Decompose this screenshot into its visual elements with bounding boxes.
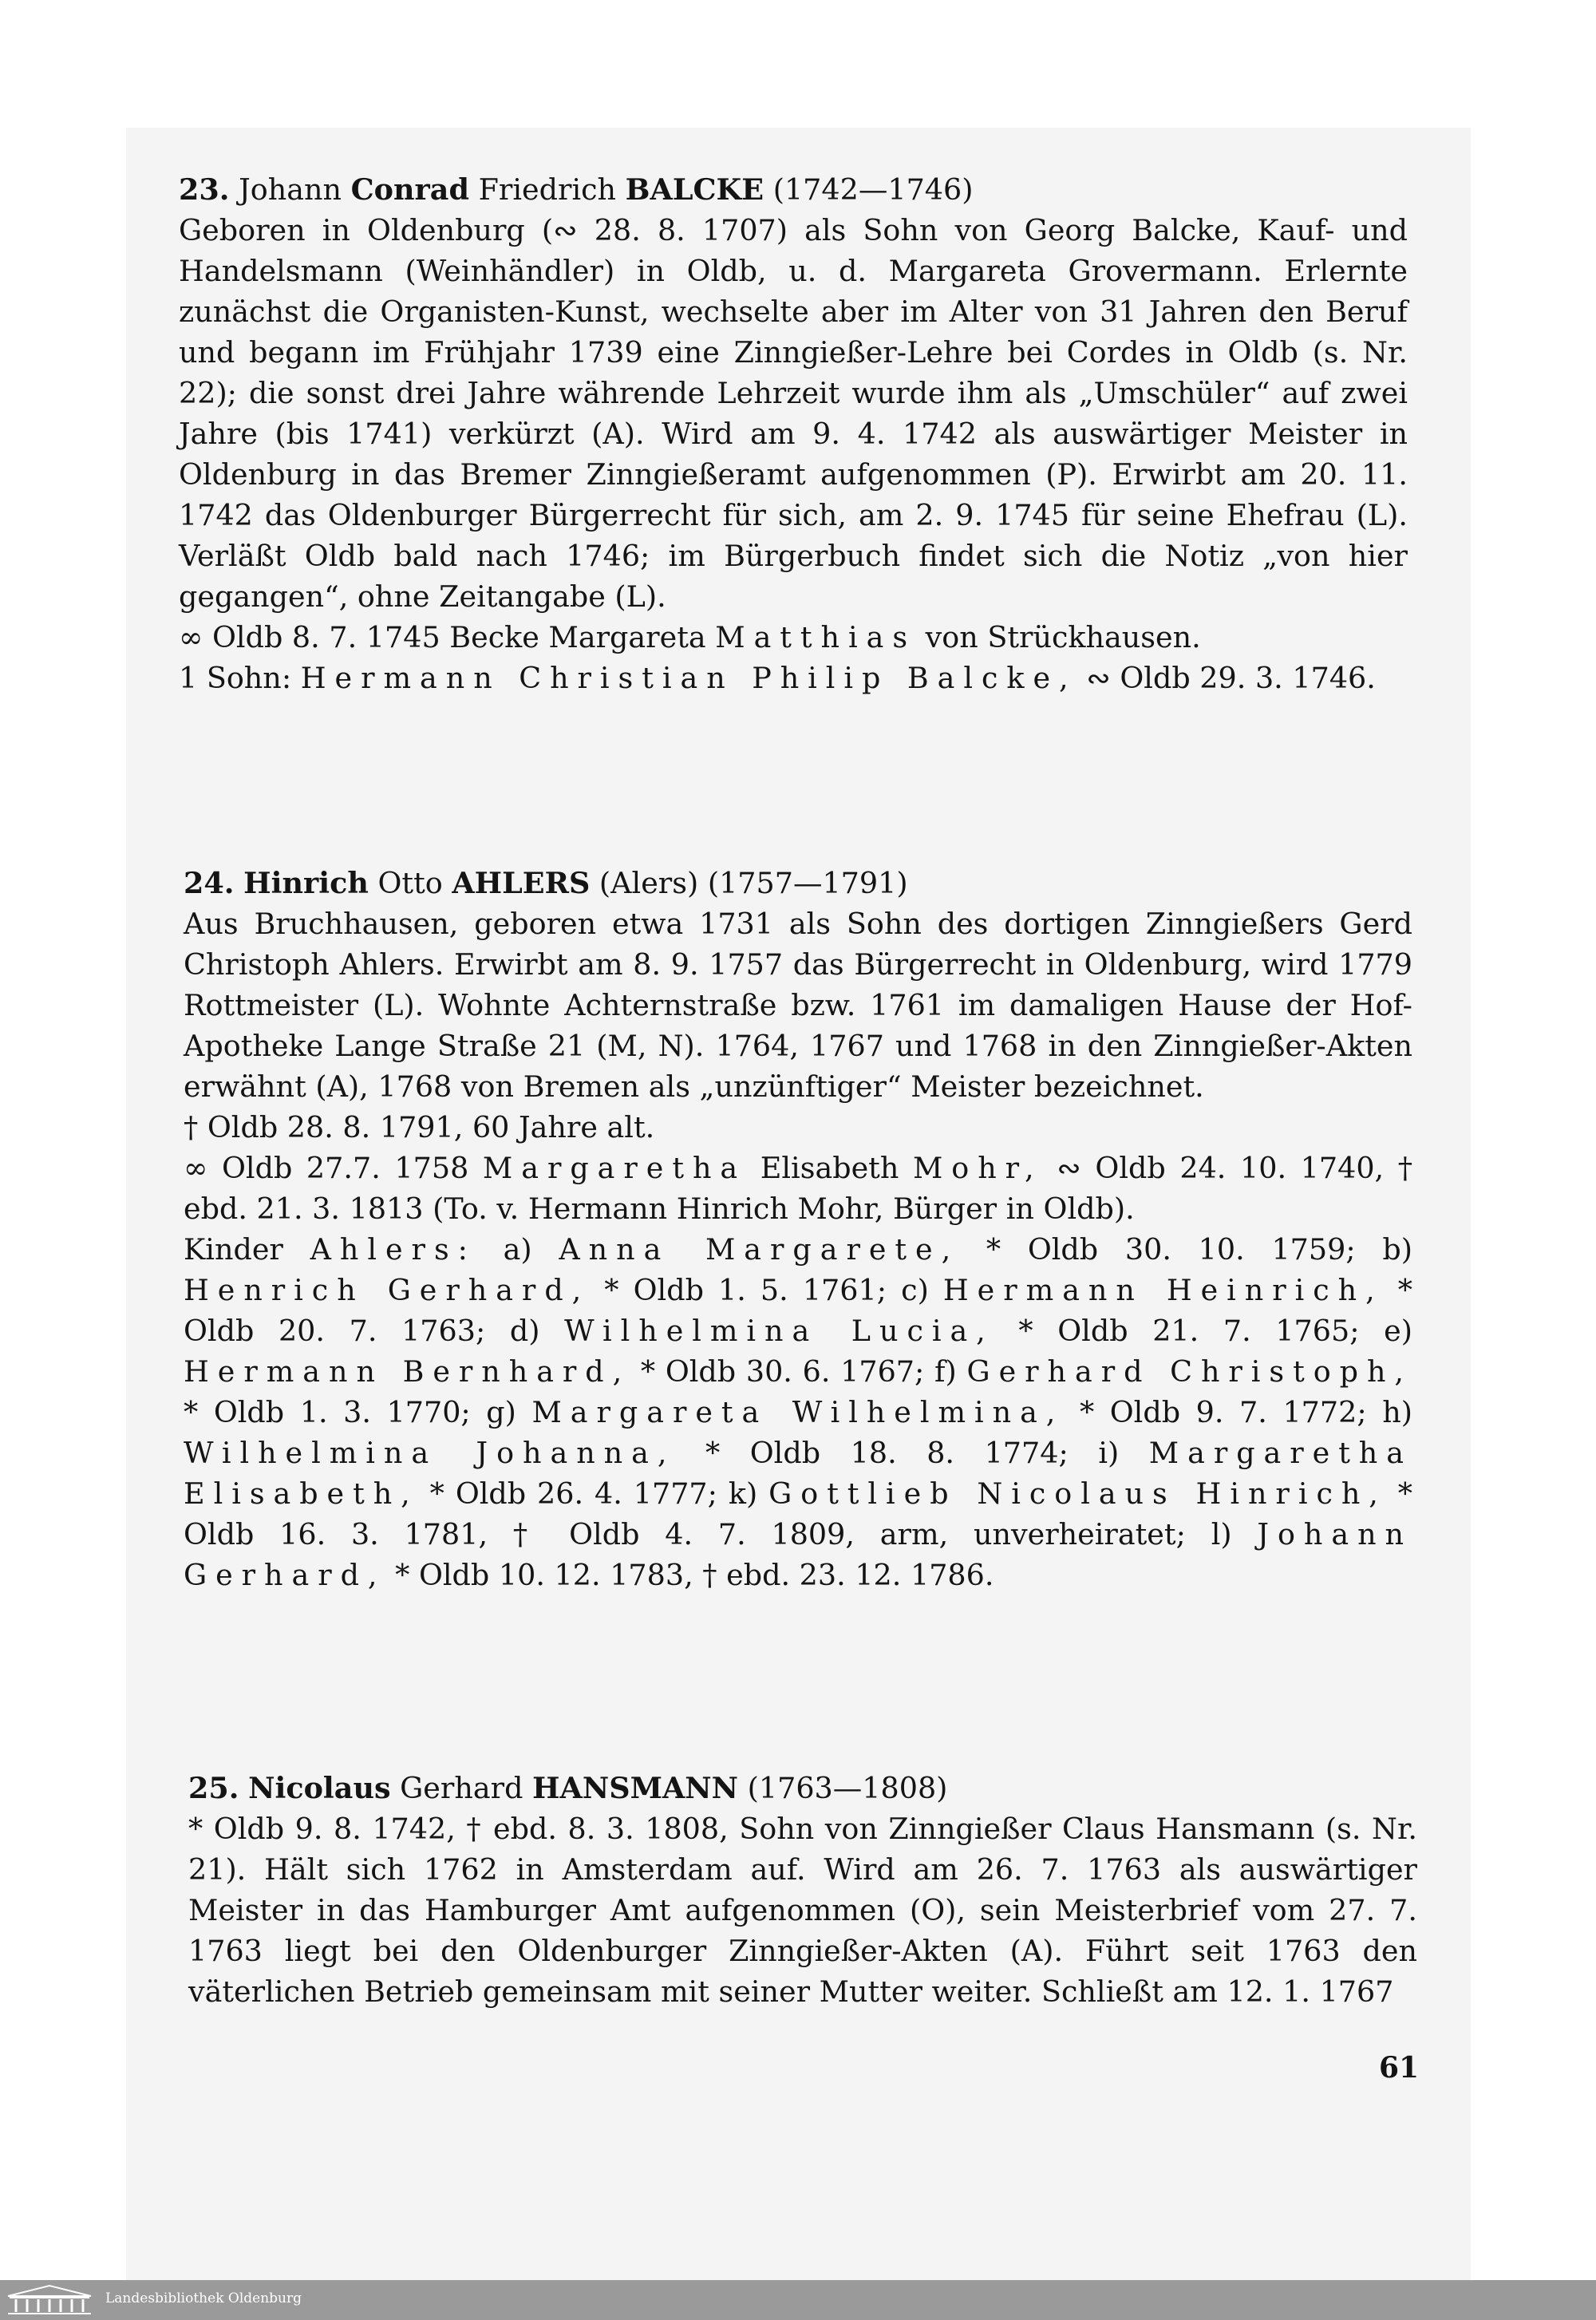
biography-text: Geboren in Oldenburg (∾ 28. 8. 1707) als Sohn von Georg Balcke, Kauf- und Handelsmann (Weinhändler) in Oldb, u. d. Margareta Grovermann. Erlernte zunächst die Organisten-Kunst, wechselte aber im Alter von 31 Jahren den Beruf und begann im Frühjahr 1739 eine Zinngießer-Lehre bei Cordes in Oldb (s. Nr. 22); die sonst drei Jahre währende Lehrzeit wurde ihm als „Umschüler“ auf zwei Jahre (bis 1741) verkürzt (A). Wird am 9. 4. 1742 als auswärtiger Meister in Oldenburg in das Bremer Zinngießeramt aufgenommen (P). Erwirbt am 20. 11. 1742 das Oldenburger Bürgerrecht für sich, am 2. 9. 1745 für seine Ehefrau (L). Verläßt Oldb bald nach 1746; im Bürgerbuch findet sich die Notiz „von hier gegangen“, ohne Zeitangabe (L).	[179, 213, 1408, 614]
child-item: l) Johann Gerhard, * Oldb 10. 12. 1783, † ebd. 23. 12. 1786.	[184, 1517, 1412, 1592]
spouse-surname: Mohr,	[912, 1151, 1043, 1185]
call-name: Nicolaus	[248, 1771, 391, 1805]
call-name: Conrad	[350, 172, 469, 207]
child-item: k) Gottlieb Nicolaus Hinrich, * Oldb 16. 3. 1781, † Oldb 4. 7. 1809, arm, unverheiratet;	[184, 1476, 1413, 1551]
marriage-line: ∞ Oldb 8. 7. 1745 Becke Margareta Matthias von Strückhausen.	[179, 620, 1201, 654]
entry-heading	[184, 863, 1412, 903]
entry-balcke	[179, 169, 1408, 698]
child-item: d) Wilhelmina Lucia, * Oldb 21. 7. 1765;	[509, 1314, 1360, 1348]
spouse-first-name: Margaretha	[482, 1151, 747, 1185]
middle-name: Otto	[377, 866, 443, 900]
surname: AHLERS	[452, 866, 591, 900]
child-item: h) Wilhelmina Johanna, * Oldb 18. 8. 1774;	[184, 1395, 1412, 1470]
page-number: 61	[1379, 2051, 1420, 2085]
spouse-surname: Matthias	[715, 620, 917, 654]
footer-bar	[0, 2280, 1596, 2320]
library-building-icon	[5, 2283, 94, 2317]
child-item: a) Anna Margarete, * Oldb 30. 10. 1759;	[503, 1232, 1356, 1267]
first-name: Johann	[239, 172, 342, 207]
child-item: g) Margareta Wilhelmina, * Oldb 9. 7. 1772;	[486, 1395, 1367, 1429]
call-name: Hinrich	[243, 866, 369, 900]
middle-name: Gerhard	[400, 1771, 523, 1805]
years-active: (1742—1746)	[772, 172, 974, 207]
child-item: f) Gerhard Christoph, * Oldb 1. 3. 1770;	[184, 1354, 1412, 1429]
surname: BALCKE	[625, 172, 764, 207]
child-item: e) Hermann Bernhard, * Oldb 30. 6. 1767;	[184, 1314, 1413, 1389]
surname: HANSMANN	[532, 1771, 739, 1805]
marriage-line: ∞ Oldb 27.7. 1758 Margaretha Elisabeth Mohr, ∾ Oldb 24. 10. 1740, † ebd. 21. 3. 1813 (To. v. Hermann Hinrich Mohr, Bürger in Oldb).	[184, 1151, 1412, 1226]
years-active: (1757—1791)	[707, 866, 908, 900]
biography-text: Aus Bruchhausen, geboren etwa 1731 als Sohn des dortigen Zinngießers Gerd Christoph Ahlers. Erwirbt am 8. 9. 1757 das Bürgerrecht in Oldenburg, wird 1779 Rottmeister (L). Wohnte Achternstraße bzw. 1761 im damaligen Hause der Hof-Apotheke Lange Straße 21 (M, N). 1764, 1767 und 1768 in den Zinngießer-Akten erwähnt (A), 1768 von Bremen als „unzünftiger“ Meister bezeichnet.	[184, 907, 1412, 1104]
entry-number: 24.	[184, 866, 235, 900]
entry-number: 23.	[179, 172, 230, 207]
entry-heading	[179, 169, 1408, 210]
child-item: i) Margaretha Elisabeth, * Oldb 26. 4. 1777;	[184, 1436, 1412, 1511]
children-surname: Ahlers:	[310, 1232, 476, 1267]
years-active: (1763—1808)	[747, 1771, 948, 1805]
children-line: 1 Sohn: Hermann Christian Philip Balcke, ∾ Oldb 29. 3. 1746.	[179, 661, 1376, 695]
child-item: b) Henrich Gerhard, * Oldb 1. 5. 1761;	[184, 1232, 1412, 1307]
alternate-name: (Alers)	[598, 866, 699, 900]
children-list: Kinder Ahlers: a) Anna Margarete, * Oldb 30. 10. 1759; b) Henrich Gerhard, * Oldb 1. 5. 1761; c) Hermann Heinrich, * Oldb 20. 7. 1763; d) Wilhelmina Lucia, * Oldb 21. 7. 1765; e) Hermann Bernhard, * Oldb 30. 6. 1767; f) Gerhard Christoph, * Oldb 1. 3. 1770; g) Margareta Wilhelmina, * Oldb 9. 7. 1772; h) Wilhelmina Johanna, * Oldb 18. 8. 1774; i) Margaretha Elisabeth, * Oldb 26. 4. 1777; k) Gottlieb Nicolaus Hinrich, * Oldb 16. 3. 1781, † Oldb 4. 7. 1809, arm, unverheiratet; l) Johann Gerhard, * Oldb 10. 12. 1783, † ebd. 23. 12. 1786.	[184, 1232, 1413, 1592]
entry-hansmann	[188, 1768, 1417, 2012]
entry-heading	[188, 1768, 1417, 1808]
biography-text: * Oldb 9. 8. 1742, † ebd. 8. 3. 1808, Sohn von Zinngießer Claus Hansmann (s. Nr. 21). Hält sich 1762 in Amsterdam auf. Wird am 26. 7. 1763 als auswärtiger Meister in das Hamburger Amt aufgenommen (O), sein Meisterbrief vom 27. 7. 1763 liegt bei den Oldenburger Zinngießer-Akten (A). Führt seit 1763 den väterlichen Betrieb gemeinsam mit seiner Mutter weiter. Schließt am 12. 1. 1767	[188, 1812, 1417, 2009]
library-name: Landesbibliothek Oldenburg	[105, 2290, 302, 2306]
entry-ahlers	[184, 863, 1412, 1595]
child-name: Hermann Christian Philip Balcke,	[300, 661, 1077, 695]
child-item: c) Hermann Heinrich, * Oldb 20. 7. 1763;	[184, 1273, 1413, 1348]
entry-number: 25.	[188, 1771, 239, 1805]
spouse-middle-name: Elisabeth	[760, 1151, 899, 1185]
death-line: † Oldb 28. 8. 1791, 60 Jahre alt.	[184, 1110, 655, 1144]
middle-name: Friedrich	[478, 172, 617, 207]
